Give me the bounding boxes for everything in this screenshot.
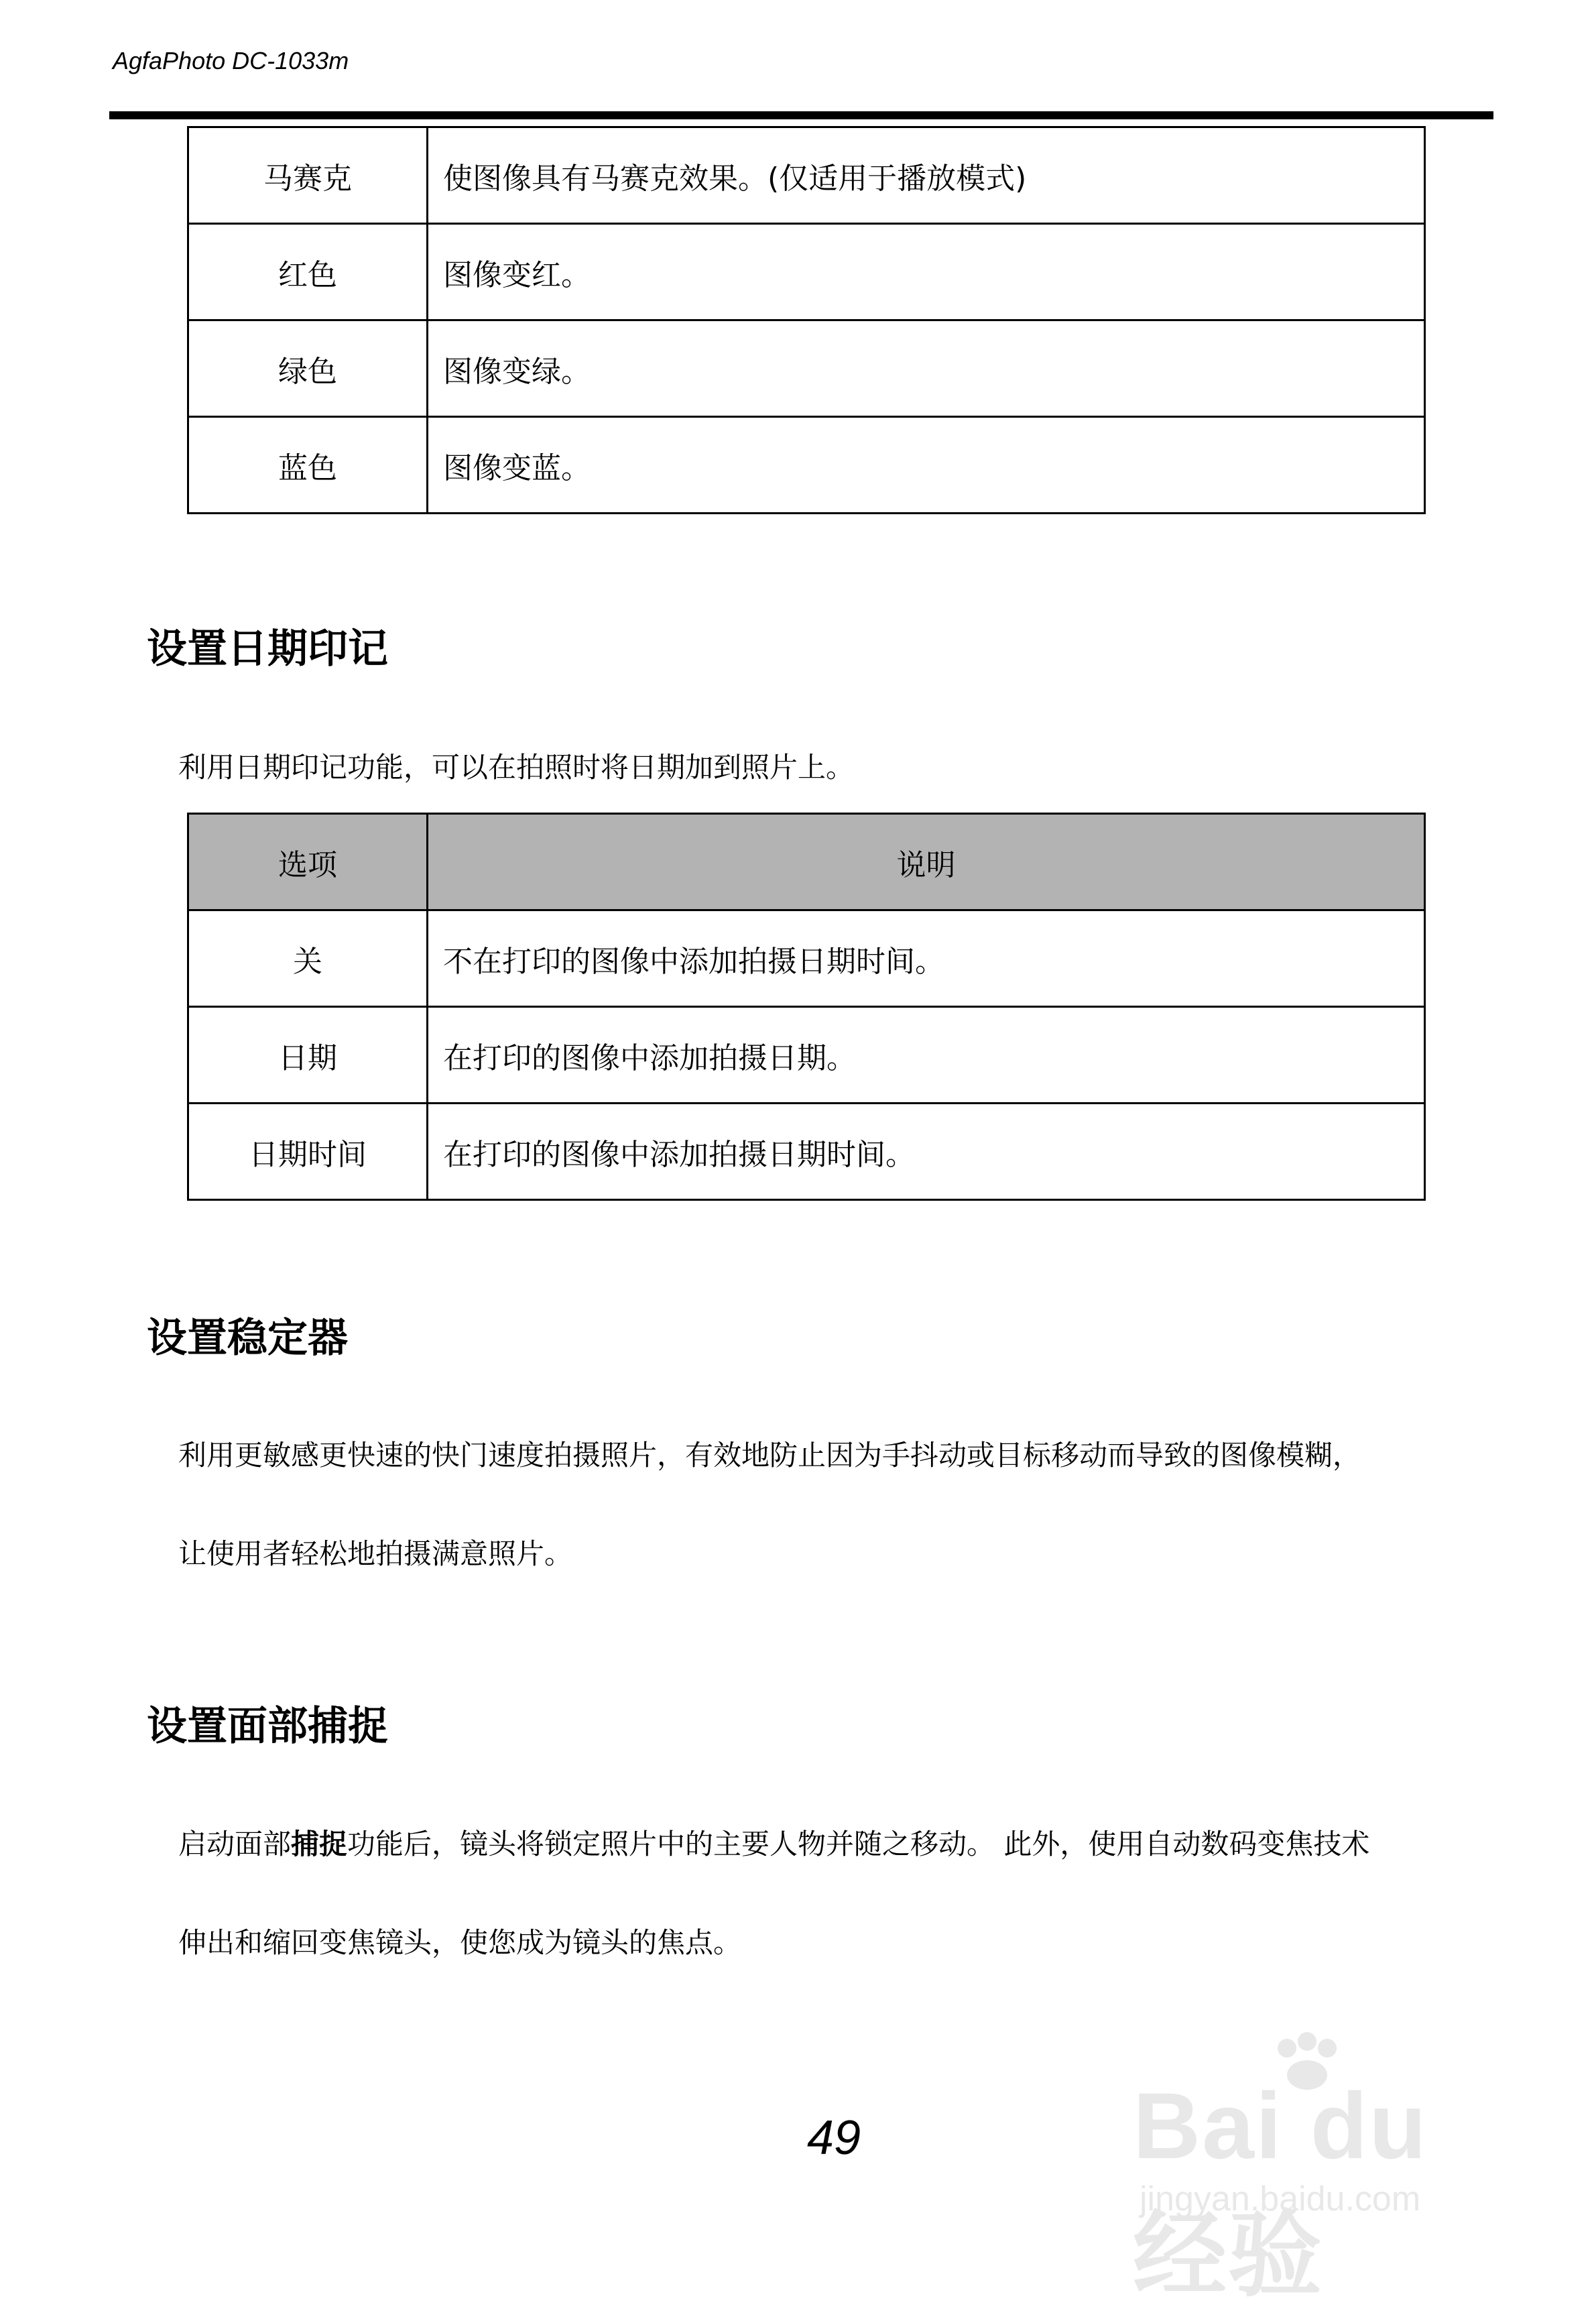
watermark-logo: Bai du 经验	[1133, 2073, 1428, 2308]
description-cell: 不在打印的图像中添加拍摄日期时间。	[428, 910, 1425, 1007]
effects-table	[187, 126, 1426, 514]
stabilizer-text-line-1: 利用更敏感更快速的快门速度拍摄照片，有效地防止因为手抖动或目标移动而导致的图像模糊，	[178, 1439, 1361, 1472]
date-imprint-intro: 利用日期印记功能，可以在拍照时将日期加到照片上。	[178, 751, 855, 784]
table-row	[188, 910, 1425, 1007]
date-imprint-table	[187, 813, 1426, 1201]
option-cell: 红色	[188, 224, 428, 320]
document-header-title: AgfaPhoto DC-1033m	[113, 47, 349, 74]
option-cell: 日期	[188, 1007, 428, 1104]
description-column-header: 说明	[428, 814, 1425, 910]
stabilizer-text-line-2: 让使用者轻松地拍摄满意照片。	[178, 1537, 573, 1570]
option-cell: 日期时间	[188, 1104, 428, 1200]
face-capture-bold-term: 捕捉	[291, 1828, 348, 1860]
description-cell: 在打印的图像中添加拍摄日期时间。	[428, 1104, 1425, 1200]
face-capture-text-line-1	[178, 1822, 1369, 1862]
face-capture-text-end: 功能后，镜头将锁定照片中的主要人物并随之移动。 此外，使用自动数码变焦技术	[347, 1828, 1370, 1860]
face-capture-text-start: 启动面部	[178, 1828, 292, 1860]
watermark-url: jingyan.baidu.com	[1140, 2180, 1421, 2218]
option-column-header: 选项	[188, 814, 428, 910]
option-cell: 绿色	[188, 320, 428, 417]
baidu-watermark	[1133, 2031, 1508, 2308]
description-cell: 图像变红。	[428, 224, 1425, 320]
description-cell: 图像变绿。	[428, 320, 1425, 417]
description-cell: 在打印的图像中添加拍摄日期。	[428, 1007, 1425, 1104]
table-row	[188, 127, 1425, 224]
option-cell: 关	[188, 910, 428, 1007]
description-cell: 使图像具有马赛克效果。(仅适用于播放模式)	[428, 127, 1425, 224]
face-capture-text-line-2: 伸出和缩回变焦镜头，使您成为镜头的焦点。	[178, 1926, 742, 1959]
description-cell: 图像变蓝。	[428, 417, 1425, 514]
table-row	[188, 1007, 1425, 1104]
header-rule	[109, 111, 1493, 119]
table-header-row	[188, 814, 1425, 910]
table-row	[188, 320, 1425, 417]
table-row	[188, 417, 1425, 514]
page-number: 49	[807, 2111, 861, 2165]
face-capture-heading: 设置面部捕捉	[147, 1703, 388, 1750]
date-imprint-heading: 设置日期印记	[147, 626, 388, 672]
table-row	[188, 1104, 1425, 1200]
stabilizer-heading: 设置稳定器	[147, 1315, 348, 1362]
option-cell: 蓝色	[188, 417, 428, 514]
table-row	[188, 224, 1425, 320]
option-cell: 马赛克	[188, 127, 428, 224]
